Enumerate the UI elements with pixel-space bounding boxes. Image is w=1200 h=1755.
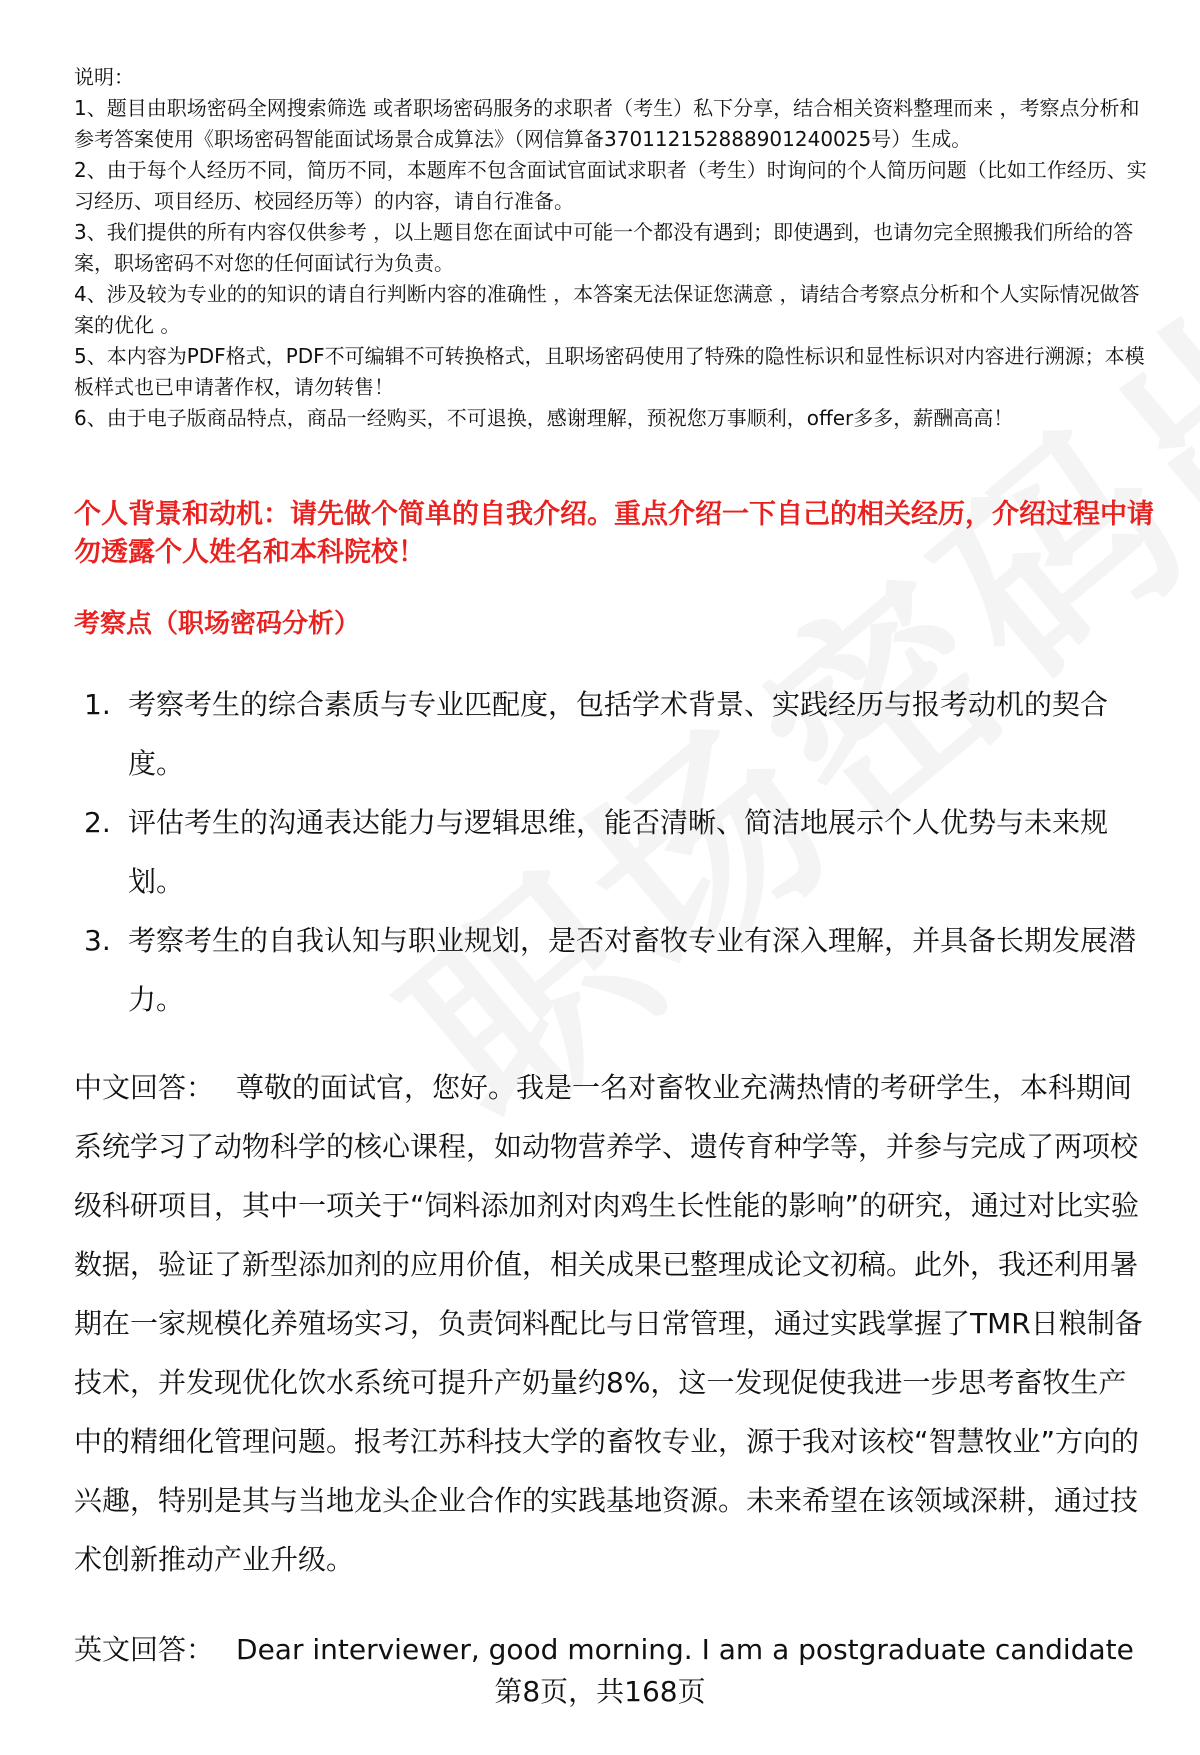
point-number: 1. (84, 688, 111, 721)
english-answer-text: Dear interviewer, good morning. I am a postgraduate candidate (236, 1633, 1134, 1666)
analysis-point (84, 675, 1154, 793)
interview-question: 个人背景和动机：请先做个简单的自我介绍。重点介绍一下自己的相关经历，介绍过程中请勿透露个人姓名和本科院校！ (74, 499, 1154, 568)
notes-heading: 说明： (74, 65, 134, 89)
point-text: 评估考生的沟通表达能力与逻辑思维，能否清晰、简洁地展示个人优势与未来规划。 (128, 806, 1109, 898)
english-answer-label: 英文回答： (74, 1633, 215, 1666)
notes-item-2: 2、由于每个人经历不同，简历不同，本题库不包含面试官面试求职者（考生）时询问的个人简历问题（比如工作经历、实习经历、项目经历、校园经历等）的内容，请自行准备。 (74, 158, 1147, 213)
page-number: 第8页，共168页 (494, 1675, 706, 1708)
point-number: 2. (84, 806, 111, 839)
notes-item-3: 3、我们提供的所有内容仅供参考 ，以上题目您在面试中可能一个都没有遇到；即使遇到，也请勿完全照搬我们所给的答案，职场密码不对您的任何面试行为负责。 (74, 220, 1134, 275)
english-answer (74, 1630, 1174, 1670)
point-text: 考察考生的自我认知与职业规划，是否对畜牧专业有深入理解，并具备长期发展潜力。 (128, 924, 1137, 1016)
point-number: 3. (84, 924, 111, 957)
notes-item-6: 6、由于电子版商品特点，商品一经购买，不可退换，感谢理解，预祝您万事顺利，offer多多，薪酬高高！ (74, 406, 1014, 430)
analysis-points-list (84, 675, 1154, 1029)
chinese-answer (74, 1058, 1154, 1589)
analysis-point (84, 911, 1154, 1029)
chinese-answer-label: 中文回答： (74, 1071, 215, 1104)
notes-item-4: 4、涉及较为专业的的知识的请自行判断内容的准确性 ，本答案无法保证您满意 ，请结合考察点分析和个人实际情况做答案的优化 。 (74, 282, 1140, 337)
analysis-point (84, 793, 1154, 911)
analysis-title: 考察点（职场密码分析） (74, 609, 361, 639)
notes-item-5: 5、本内容为PDF格式，PDF不可编辑不可转换格式，且职场密码使用了特殊的隐性标识和显性标识对内容进行溯源；本模板样式也已申请著作权，请勿转售！ (74, 344, 1145, 399)
point-text: 考察考生的综合素质与专业匹配度，包括学术背景、实践经历与报考动机的契合度。 (128, 688, 1109, 780)
chinese-answer-text: 尊敬的面试官，您好。我是一名对畜牧业充满热情的考研学生，本科期间系统学习了动物科学的核心课程，如动物营养学、遗传育种学等，并参与完成了两项校级科研项目，其中一项关于“饲料添加剂对肉鸡生长性能的影响”的研究，通过对比实验数据，验证了新型添加剂的应用价值，相关成果已整理成论文初稿。此外，我还利用暑期在一家规模化养殖场实习，负责饲料配比与日常管理，通过实践掌握了TMR日粮制备技术，并发现优化饮水系统可提升产奶量约8%，这一发现促使我进一步思考畜牧生产中的精细化管理问题。报考江苏科技大学的畜牧专业，源于我对该校“智慧牧业”方向的兴趣，特别是其与当地龙头企业合作的实践基地资源。未来希望在该领域深耕，通过技术创新推动产业升级。 (74, 1071, 1143, 1576)
disclaimer-notes (74, 62, 1154, 434)
notes-item-1: 1、题目由职场密码全网搜索筛选 或者职场密码服务的求职者（考生）私下分享，结合相关资料整理而来 ，考察点分析和参考答案使用《职场密码智能面试场景合成算法》（网信算备370112152888901240025号）生成。 (74, 96, 1140, 151)
